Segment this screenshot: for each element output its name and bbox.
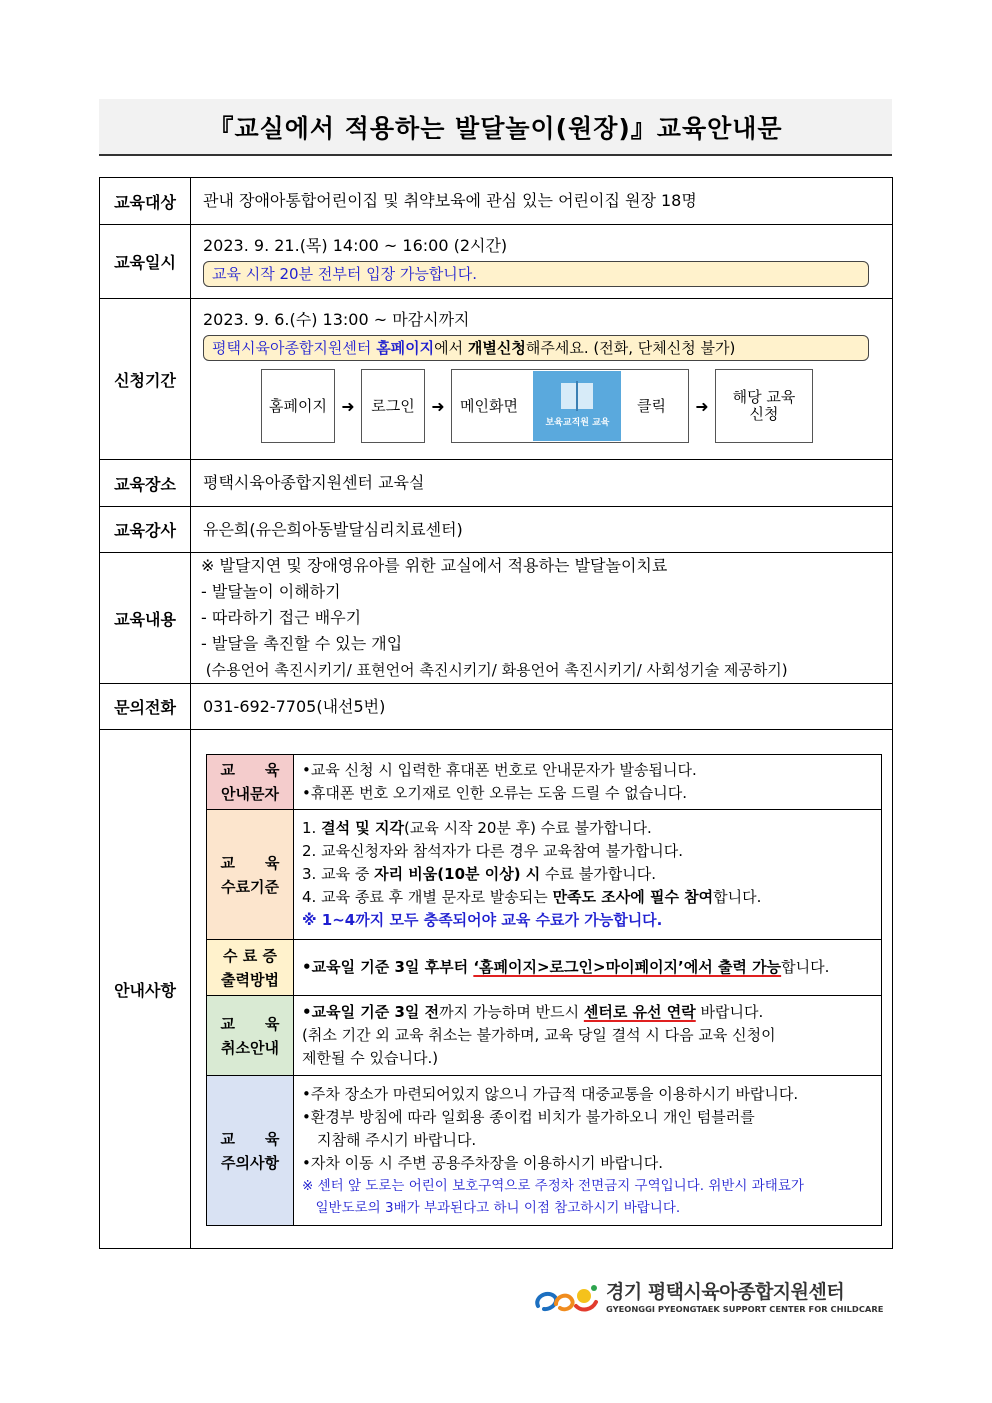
apply-note-homepage: 홈페이지 — [376, 339, 435, 357]
row-label: 문의전화 — [100, 684, 191, 730]
apply-note — [203, 335, 869, 361]
notice-value — [294, 810, 882, 940]
footer-text — [606, 1281, 883, 1315]
apply-note-rest: 해주세요. (전화, 단체신청 불가) — [525, 339, 736, 357]
footer — [532, 1276, 892, 1320]
content-line: - 발달을 촉진할 수 있는 개입 — [201, 634, 403, 653]
apply-text: 2023. 9. 6.(수) 13:00 ~ 마감시까지 — [203, 310, 470, 329]
cancel-line-3: 제한될 수 있습니다.) — [302, 1049, 439, 1067]
row-label: 교육장소 — [100, 460, 191, 507]
notice-label — [207, 755, 294, 810]
notice-label — [207, 810, 294, 940]
row-value — [191, 553, 893, 684]
row-label: 교육대상 — [100, 178, 191, 225]
target-text: 관내 장애아통합어린이집 및 취약보육에 관심 있는 어린이집 원장 18명 — [203, 191, 697, 210]
notice-label-line: 교 육 — [220, 853, 280, 872]
caution-line: •자차 이동 시 주변 공용주차장을 이용하시기 바랍니다. — [302, 1153, 664, 1172]
row-value — [191, 225, 893, 299]
notice-label-line: 취소안내 — [221, 1038, 279, 1057]
caution-note: ※ 센터 앞 도로는 어린이 보호구역으로 주정차 전면금지 구역입니다. 위반시 과태료가 — [302, 1177, 804, 1194]
notice-row-sms — [207, 755, 882, 810]
arrow-icon: ➜ — [695, 396, 709, 416]
content-line: ※ 발달지연 및 장애영유아를 위한 교실에서 적용하는 발달놀이치료 — [201, 556, 668, 575]
book-icon — [533, 371, 621, 441]
flow-step-click: 클릭 — [637, 396, 666, 415]
notice-value — [294, 996, 882, 1076]
criteria-line-2: 2. 교육신청자와 참석자가 다른 경우 교육참여 불가합니다. — [302, 842, 683, 860]
criteria-line-1: 1. 결석 및 지각(교육 시작 20분 후) 수료 불가합니다. — [302, 819, 652, 837]
cancel-line-1: •교육일 기준 3일 전까지 가능하며 반드시 센터로 유선 연락 바랍니다. — [302, 1003, 764, 1021]
row-label: 교육내용 — [100, 553, 191, 684]
arrow-icon: ➜ — [341, 396, 355, 416]
book-icon-label: 보육교직원 교육 — [545, 417, 610, 428]
title-bar — [99, 99, 892, 156]
flow-step-apply-line1: 해당 교육 — [732, 388, 796, 406]
row-label: 신청기간 — [100, 299, 191, 460]
contact-text: 031-692-7705(내선5번) — [203, 696, 386, 716]
notice-row-criteria — [207, 810, 882, 940]
row-value — [191, 178, 893, 225]
notice-label-line: 교 육 — [220, 761, 280, 779]
book-glyph — [560, 381, 594, 411]
notice-value — [294, 755, 882, 810]
notice-label-line: 교 육 — [220, 1129, 280, 1148]
row-value — [191, 730, 893, 1249]
center-name-ko: 경기 평택시육아종합지원센터 — [606, 1281, 845, 1303]
caution-line: •주차 장소가 마련되어있지 않으니 가급적 대중교통을 이용하시기 바랍니다. — [302, 1084, 799, 1103]
row-lecturer — [100, 507, 893, 553]
row-label: 안내사항 — [100, 730, 191, 1249]
content-line: - 따라하기 접근 배우기 — [201, 608, 362, 627]
flow-step-apply — [715, 369, 813, 443]
content-line: - 발달놀이 이해하기 — [201, 582, 341, 601]
flow-step-login: 로그인 — [361, 369, 425, 443]
notice-line: •휴대폰 번호 오기재로 인한 오류는 도움 드릴 수 없습니다. — [302, 784, 688, 802]
apply-note-center: 평택시육아종합지원센터 — [212, 339, 372, 357]
flow-step-main-label: 메인화면 — [460, 396, 518, 415]
place-text: 평택시육아종합지원센터 교육실 — [203, 473, 425, 492]
caution-note: 일반도로의 3배가 부과된다고 하니 이점 참고하시기 바랍니다. — [302, 1199, 681, 1216]
cancel-line-2: (취소 기간 외 교육 취소는 불가하며, 교육 당일 결석 시 다음 교육 신청이 — [302, 1026, 776, 1044]
notice-row-certificate — [207, 940, 882, 996]
notice-label-line: 주의사항 — [221, 1153, 279, 1172]
caution-line: 지참해 주시기 바랍니다. — [302, 1130, 477, 1149]
page-title: 『교실에서 적용하는 발달놀이(원장)』교육안내문 — [208, 113, 783, 143]
row-notice — [100, 730, 893, 1249]
row-value — [191, 684, 893, 730]
notice-label-line: 교 육 — [220, 1014, 280, 1033]
row-label: 교육일시 — [100, 225, 191, 299]
arrow-icon: ➜ — [431, 396, 445, 416]
notice-row-caution — [207, 1076, 882, 1226]
lecturer-text: 유은희(유은희아동발달심리치료센터) — [203, 519, 463, 539]
row-content — [100, 553, 893, 684]
notice-value — [294, 1076, 882, 1226]
center-name-en: GYEONGGI PYEONGTAEK SUPPORT CENTER FOR CHILDCARE — [606, 1304, 884, 1314]
row-target — [100, 178, 893, 225]
certificate-line: •교육일 기준 3일 후부터 ‘홈페이지>로그인>마이페이지’에서 출력 가능합니다. — [302, 958, 830, 976]
notice-row-cancel — [207, 996, 882, 1076]
criteria-line-4: 4. 교육 종료 후 개별 문자로 발송되는 만족도 조사에 필수 참여합니다. — [302, 888, 762, 906]
center-logo-icon — [532, 1276, 604, 1320]
apply-flow — [261, 369, 882, 443]
info-table — [99, 177, 893, 1249]
row-apply — [100, 299, 893, 460]
entry-note: 교육 시작 20분 전부터 입장 가능합니다. — [203, 261, 869, 287]
row-value — [191, 299, 893, 460]
notice-label — [207, 1076, 294, 1226]
notice-line: •교육 신청 시 입력한 휴대폰 번호로 안내문자가 발송됩니다. — [302, 761, 697, 779]
notice-label-line: 출력방법 — [221, 970, 279, 989]
content-line: (수용언어 촉진시키기/ 표현언어 촉진시키기/ 화용언어 촉진시키기/ 사회성기술 제공하기) — [201, 661, 788, 679]
flow-step-homepage: 홈페이지 — [261, 369, 335, 443]
notice-label — [207, 996, 294, 1076]
caution-line: •환경부 방침에 따라 일회용 종이컵 비치가 불가하오니 개인 텀블러를 — [302, 1107, 755, 1126]
notice-label — [207, 940, 294, 996]
datetime-text: 2023. 9. 21.(목) 14:00 ~ 16:00 (2시간) — [203, 235, 508, 255]
row-place — [100, 460, 893, 507]
notice-table — [206, 754, 882, 1226]
notice-label-line: 수료기준 — [221, 877, 279, 896]
flow-step-apply-line2: 신청 — [749, 405, 779, 423]
row-label: 교육강사 — [100, 507, 191, 553]
notice-label-line: 수 료 증 — [223, 946, 277, 965]
flow-step-main — [451, 369, 689, 443]
criteria-line-3: 3. 교육 중 자리 비움(10분 이상) 시 수료 불가합니다. — [302, 865, 657, 883]
apply-note-in: 에서 — [434, 339, 464, 357]
row-value — [191, 507, 893, 553]
apply-note-individual: 개별신청 — [467, 339, 526, 357]
row-datetime — [100, 225, 893, 299]
criteria-line-5: ※ 1~4까지 모두 충족되어야 교육 수료가 가능합니다. — [302, 911, 663, 929]
row-value — [191, 460, 893, 507]
notice-label-line: 안내문자 — [221, 785, 279, 803]
notice-value — [294, 940, 882, 996]
row-contact — [100, 684, 893, 730]
